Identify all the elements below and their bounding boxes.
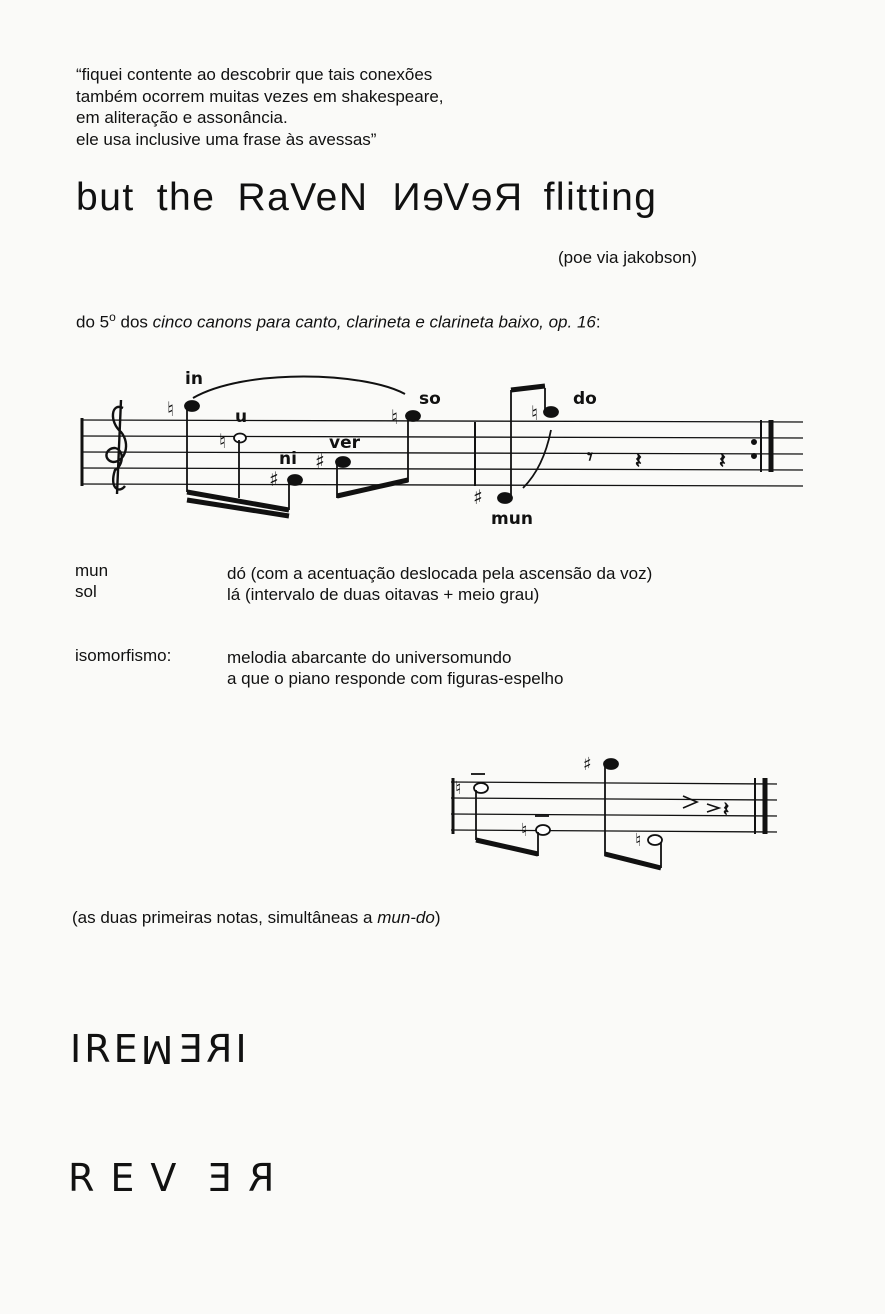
sharp-sign: ♯ <box>473 485 483 509</box>
accent-mark <box>707 804 719 812</box>
beam <box>605 854 661 868</box>
final-barline <box>755 778 765 834</box>
word-iremeri-inverted-m: M <box>140 1027 177 1071</box>
natural-sign: ♮ <box>635 830 642 851</box>
beam <box>511 386 545 390</box>
note-head <box>544 407 558 417</box>
natural-sign: ♮ <box>167 397 175 421</box>
caption-suffix: ) <box>434 908 441 927</box>
word-rever-normal: REV <box>68 1156 193 1200</box>
isomorphism-line: a que o piano responde com figuras-espelho <box>227 669 564 688</box>
note-head <box>498 493 512 503</box>
slur <box>193 377 405 399</box>
staff-lines <box>81 420 803 486</box>
sharp-sign: ♯ <box>583 754 592 775</box>
score-piano-figure <box>445 748 785 878</box>
treble-clef-icon <box>106 400 126 494</box>
quote-line: em aliteração e assonância. <box>76 108 288 127</box>
natural-sign: ♮ <box>455 778 462 799</box>
accents <box>683 796 719 812</box>
lyric-mun: mun <box>491 509 533 529</box>
sharp-sign: ♯ <box>315 449 325 473</box>
gloss-desc: dó (com a acentuação deslocada pela ascensão da voz) <box>227 564 653 583</box>
natural-sign: ♮ <box>391 405 399 429</box>
gloss-term: sol <box>75 582 97 601</box>
word-iremeri-mirrored-e: E <box>176 1027 204 1071</box>
quarter-rest-icon: 𝄽 <box>635 449 642 474</box>
note-group-right <box>604 759 662 868</box>
lyric-so: so <box>419 389 441 409</box>
raven-line <box>76 176 657 220</box>
lyric-ver: ver <box>329 433 360 453</box>
natural-sign: ♮ <box>521 820 528 841</box>
lyric-in: in <box>185 369 203 389</box>
isomorphism-line: melodia abarcante do universomundo <box>227 648 512 667</box>
score-vocal-line <box>75 360 815 535</box>
natural-sign: ♮ <box>219 429 227 453</box>
lyric-do: do <box>573 389 597 409</box>
source-ordinal: o <box>109 310 116 324</box>
word-rever-mirrored-r: R <box>232 1156 275 1200</box>
beam <box>337 480 408 496</box>
source-middle: dos <box>115 312 153 332</box>
note-head <box>336 457 350 467</box>
eighth-rest-icon: 𝄾 <box>587 445 593 470</box>
word-iremeri <box>70 1027 247 1071</box>
quote-line: “fiquei contente ao descobrir que tais conexões <box>76 65 433 84</box>
gloss-term: mun <box>75 561 109 580</box>
word-rever <box>68 1156 275 1200</box>
note-group-first <box>185 401 420 516</box>
caption-italic: mun-do <box>377 908 435 927</box>
quote-line: também ocorrem muitas vezes em shakespeare, <box>76 86 444 106</box>
caption-prefix: (as duas primeiras notas, simultâneas a <box>72 908 378 927</box>
sharp-sign: ♯ <box>269 467 279 491</box>
gloss-desc: lá (intervalo de duas oitavas + meio grau) <box>227 585 540 604</box>
note-head <box>648 835 662 845</box>
quarter-rest-icon: 𝄽 <box>719 449 726 474</box>
caption <box>72 908 441 928</box>
note-head <box>234 434 246 443</box>
source-suffix: : <box>595 312 601 332</box>
word-iremeri-mirrored-ri: IR <box>203 1027 248 1071</box>
accent-mark <box>683 796 697 808</box>
source-line <box>76 310 601 333</box>
word-rever-mirrored-e: E <box>192 1156 233 1200</box>
raven-word-flitting: flitting <box>543 176 658 219</box>
raven-word-but: but <box>76 176 135 219</box>
word-iremeri-normal: IRE <box>70 1027 141 1071</box>
note-head <box>288 475 302 485</box>
note-head <box>604 759 618 769</box>
raven-word-the: the <box>156 176 216 219</box>
source-title: cinco canons para canto, clarineta e clarineta baixo, op. 16 <box>152 312 596 332</box>
beam <box>476 840 538 854</box>
final-barline <box>752 420 772 472</box>
opening-quote <box>76 64 444 150</box>
lyric-u: u <box>235 407 248 427</box>
natural-sign: ♮ <box>531 401 539 425</box>
rests <box>723 797 729 821</box>
quote-line: ele usa inclusive uma frase às avessas” <box>76 129 377 149</box>
lyric-ni: ni <box>279 449 297 469</box>
isomorphism-term: isomorfismo: <box>75 646 172 665</box>
raven-word-raven: RaVeN <box>237 176 369 219</box>
quarter-rest-icon: 𝄽 <box>723 797 730 821</box>
raven-word-never-mirrored: ReVeN <box>390 176 522 219</box>
attribution: (poe via jakobson) <box>558 248 697 267</box>
slur-short <box>523 430 551 488</box>
source-prefix: do 5 <box>76 312 110 332</box>
